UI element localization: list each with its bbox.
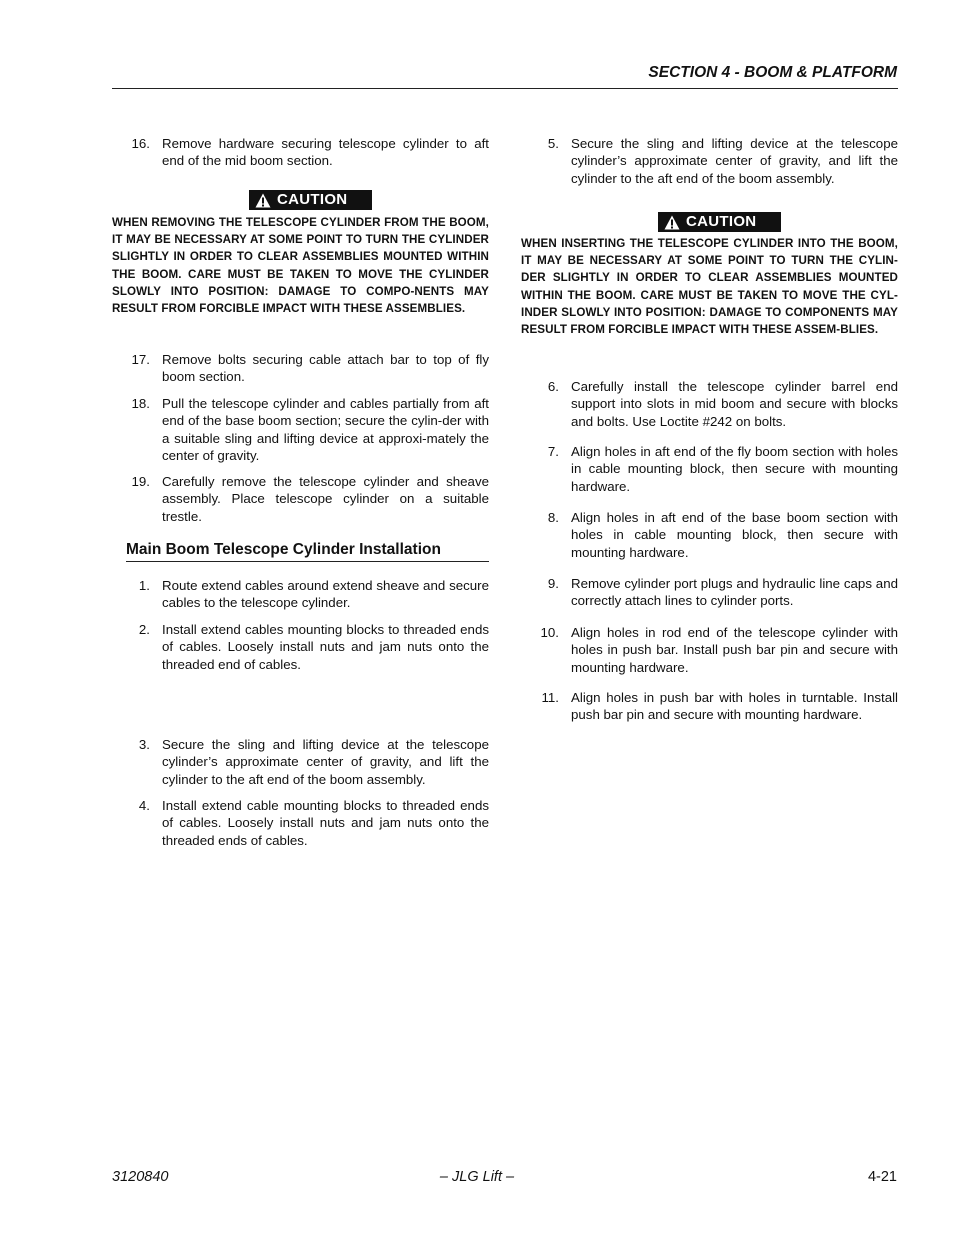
footer-doc-number: 3120840 bbox=[112, 1169, 169, 1185]
footer-page-number: 4-21 bbox=[867, 1169, 897, 1185]
step-text: Install extend cables mounting blocks to threaded ends of cables. Loosely install nuts and jam nuts onto the threaded end of cables. bbox=[162, 622, 489, 672]
caution-label bbox=[249, 190, 372, 210]
step-number: 18. bbox=[131, 396, 150, 411]
section-subheading: Main Boom Telescope Cylinder Installation bbox=[126, 541, 489, 562]
step-3 bbox=[112, 736, 489, 788]
step-6 bbox=[521, 378, 898, 430]
step-number: 8. bbox=[547, 510, 559, 525]
step-text: Secure the sling and lifting device at the telescope cylinder’s approximate center of gravity, and lift the cylinder to the aft end of the boom assembly. bbox=[571, 136, 898, 186]
step-number: 2. bbox=[138, 622, 150, 637]
step-7 bbox=[521, 443, 898, 495]
step-number: 17. bbox=[131, 352, 150, 367]
step-16 bbox=[112, 135, 489, 170]
caution-text: WHEN REMOVING THE TELESCOPE CYLINDER FROM THE BOOM, IT MAY BE NECESSARY AT SOME POINT TO TURN THE CYLINDER SLIGHTLY IN ORDER TO CLEAR ASSEMBLIES MOUNTED WITHIN THE BOOM. CARE MUST BE TAKEN TO MOVE THE CYLINDER SLOWLY INTO POSITION: DAMAGE TO COMPO-NENTS MAY RESULT FROM FORCIBLE IMPACT WITH THESE ASSEMBLIES. bbox=[112, 216, 489, 316]
step-8 bbox=[521, 509, 898, 561]
step-text: Install extend cable mounting blocks to threaded ends of cables. Loosely install nuts and jam nuts onto the threaded ends of cables. bbox=[162, 798, 489, 848]
step-number: 6. bbox=[547, 379, 559, 394]
header-rule bbox=[112, 88, 898, 89]
step-number: 5. bbox=[547, 136, 559, 151]
step-1 bbox=[112, 577, 489, 612]
step-text: Remove bolts securing cable attach bar to top of fly boom section. bbox=[162, 352, 489, 385]
step-number: 16. bbox=[131, 136, 150, 151]
step-text: Remove hardware securing telescope cylinder to aft end of the mid boom section. bbox=[162, 136, 489, 169]
step-number: 7. bbox=[547, 444, 559, 459]
step-text: Carefully remove the telescope cylinder and sheave assembly. Place telescope cylinder on a suitable trestle. bbox=[162, 474, 489, 524]
step-text: Align holes in aft end of the fly boom section with holes in cable mounting block, then secure with mounting hardware. bbox=[571, 444, 898, 494]
caution-label-text: CAUTION bbox=[686, 213, 757, 230]
step-4 bbox=[112, 797, 489, 849]
step-10 bbox=[521, 624, 898, 676]
step-18 bbox=[112, 395, 489, 464]
step-text: Remove cylinder port plugs and hydraulic line caps and correctly attach lines to cylinder ports. bbox=[571, 576, 898, 609]
step-number: 19. bbox=[131, 474, 150, 489]
step-2 bbox=[112, 621, 489, 673]
step-number: 3. bbox=[138, 737, 150, 752]
caution-label bbox=[658, 212, 781, 232]
step-number: 11. bbox=[541, 690, 559, 705]
step-11 bbox=[521, 689, 898, 724]
step-number: 4. bbox=[138, 798, 150, 813]
step-text: Align holes in aft end of the base boom section with holes in cable mounting block, then secure with mounting hardware. bbox=[571, 510, 898, 560]
footer-publisher: – JLG Lift – bbox=[439, 1169, 515, 1185]
step-text: Align holes in push bar with holes in turntable. Install push bar pin and secure with mounting hardware. bbox=[571, 690, 898, 723]
step-text: Carefully install the telescope cylinder barrel end support into slots in mid boom and secure with blocks and bolts. Use Loctite #242 on bolts. bbox=[571, 379, 898, 429]
warning-triangle-icon bbox=[255, 193, 271, 208]
section-title: SECTION 4 - BOOM & PLATFORM bbox=[648, 64, 897, 81]
step-17 bbox=[112, 351, 489, 386]
step-number: 9. bbox=[547, 576, 559, 591]
step-number: 1. bbox=[138, 578, 150, 593]
caution-label-text: CAUTION bbox=[277, 191, 348, 208]
step-text: Secure the sling and lifting device at the telescope cylinder’s approximate center of gravity, and lift the cylinder to the aft end of the boom assembly. bbox=[162, 737, 489, 787]
step-text: Align holes in rod end of the telescope cylinder with holes in push bar. Install push bar pin and secure with mounting hardware. bbox=[571, 625, 898, 675]
warning-triangle-icon bbox=[664, 215, 680, 230]
step-5 bbox=[521, 135, 898, 187]
step-9 bbox=[521, 575, 898, 610]
step-number: 10. bbox=[540, 625, 559, 640]
step-text: Route extend cables around extend sheave and secure cables to the telescope cylinder. bbox=[162, 578, 489, 611]
step-19 bbox=[112, 473, 489, 525]
caution-text: WHEN INSERTING THE TELESCOPE CYLINDER INTO THE BOOM, IT MAY BE NECESSARY AT SOME POINT TO TURN THE CYLIN-DER SLIGHTLY IN ORDER TO CLEAR ASSEMBLIES MOUNTED WITHIN THE BOOM. CARE MUST BE TAKEN TO MOVE THE CYL-INDER SLOWLY INTO POSITION: DAMAGE TO COMPONENTS MAY RESULT FROM FORCIBLE IMPACT WITH THESE ASSEM-BLIES. bbox=[521, 237, 898, 337]
step-text: Pull the telescope cylinder and cables partially from aft end of the base boom section; secure the cylin-der with a suitable sling and lifting device at approxi-mately the center of gravity. bbox=[162, 396, 489, 463]
